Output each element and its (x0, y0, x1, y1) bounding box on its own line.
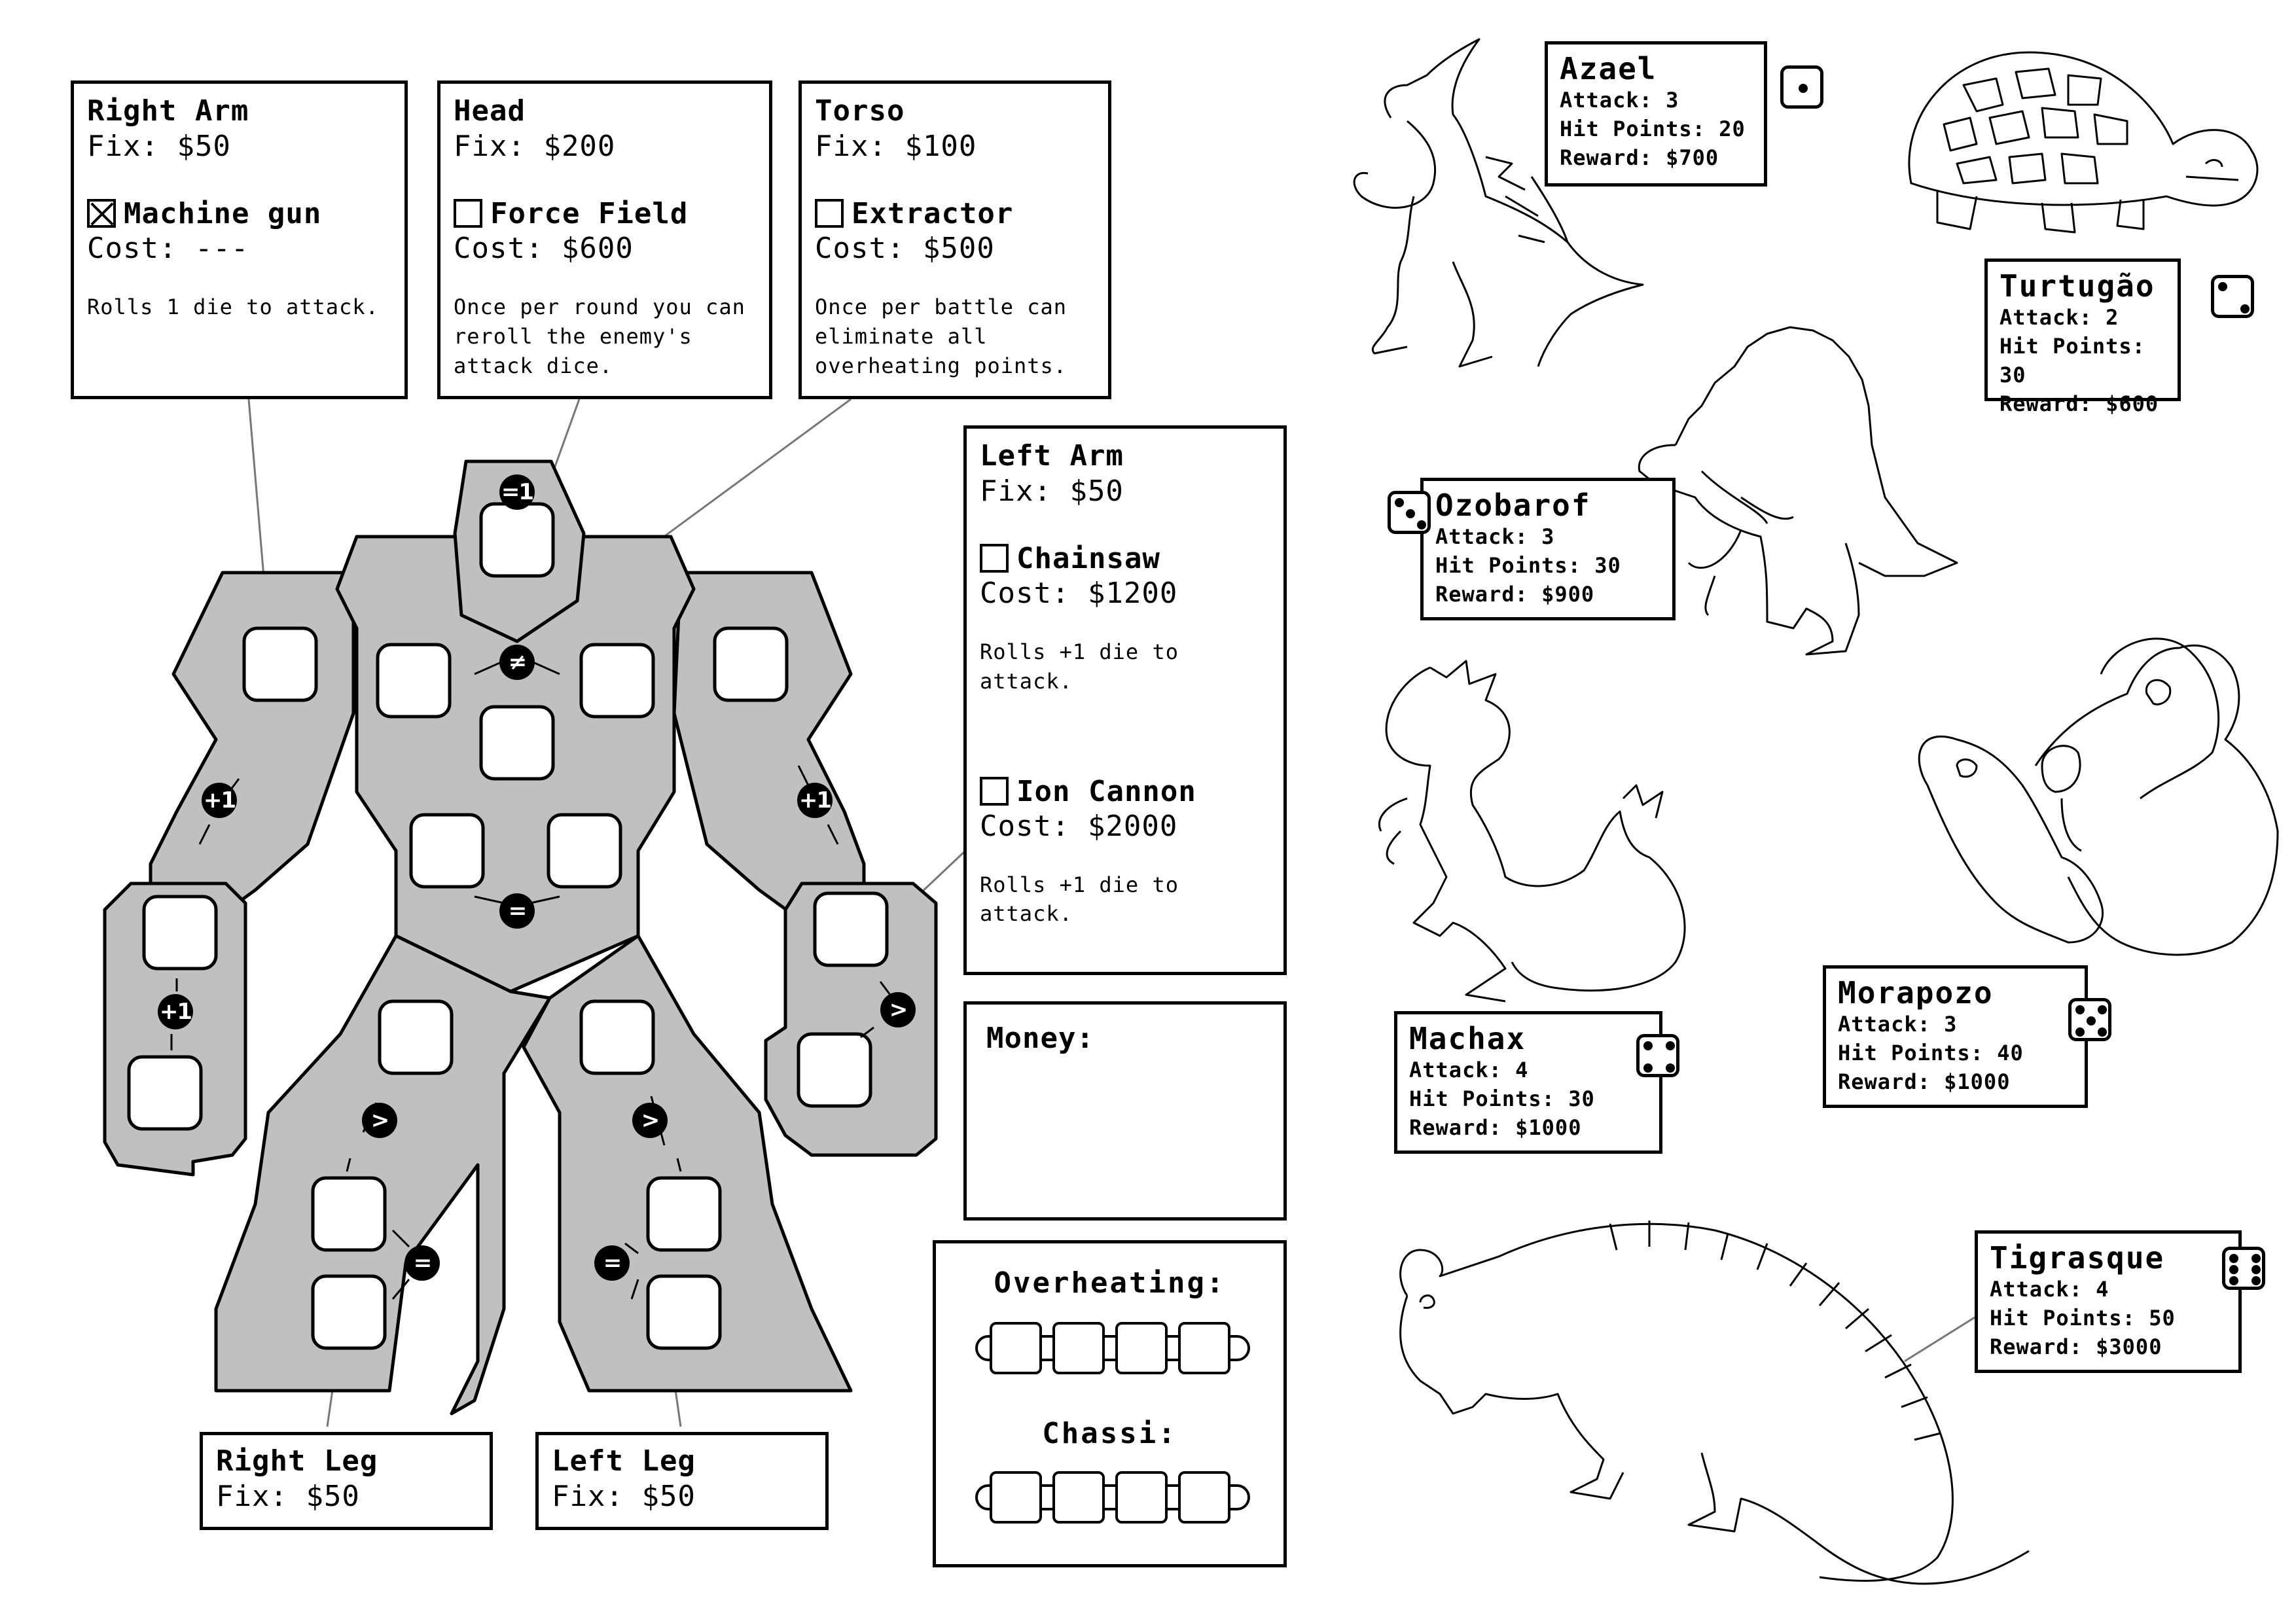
option-desc (454, 293, 756, 380)
token-arm: +1 (158, 994, 193, 1029)
token-leg-lower: = (404, 1245, 440, 1281)
chassi-label: Chassi: (1042, 1417, 1177, 1450)
desc-line: eliminate all (815, 323, 988, 349)
die-pip (1417, 520, 1426, 529)
monster-attack: Attack: 3 (1838, 1011, 1958, 1037)
monster-card[interactable] (1975, 1230, 2242, 1373)
option-ion-cannon[interactable] (980, 775, 1270, 808)
card-right-leg (200, 1432, 493, 1530)
track-slot[interactable] (1115, 1322, 1168, 1374)
die-pip (1666, 1063, 1675, 1073)
checkbox-force-field[interactable] (454, 199, 482, 228)
card-title: Left Arm (980, 439, 1124, 473)
token-arm: +1 (797, 783, 833, 818)
track-slot[interactable] (990, 1471, 1042, 1524)
die-pip (2075, 1027, 2085, 1037)
monster-art-turtugao (1909, 52, 2257, 232)
monster-reward: Reward: $600 (2000, 391, 2159, 417)
die-pip (2251, 1254, 2261, 1263)
monster-card[interactable] (1984, 259, 2181, 417)
desc-line: reroll the enemy's (454, 323, 692, 349)
monster-attack: Attack: 3 (1435, 524, 1555, 549)
socket-right-leg-top[interactable] (380, 1001, 452, 1073)
overheating-label: Overheating: (994, 1266, 1226, 1300)
die-pip (2229, 1254, 2238, 1263)
option-cost: Cost: $500 (815, 231, 995, 265)
option-cost: Cost: --- (87, 231, 249, 265)
monster-hp: Hit Points: 40 (1838, 1040, 2024, 1065)
option-label: Force Field (490, 196, 689, 230)
monster-name: Tigrasque (1990, 1240, 2165, 1275)
monster-reward: Reward: $1000 (1838, 1069, 2011, 1094)
card-head (437, 80, 772, 399)
die-icon (2222, 1247, 2265, 1290)
checkbox-ion-cannon[interactable] (980, 777, 1009, 806)
monster-hp: Hit Points: 50 (1990, 1305, 2176, 1330)
checkbox-extractor[interactable] (815, 199, 844, 228)
token-torso-top: ≠ (499, 645, 535, 680)
die-pip (2229, 1276, 2238, 1285)
track-slot[interactable] (1178, 1471, 1230, 1524)
socket-right-leg-bottom[interactable] (313, 1276, 385, 1348)
monster-card[interactable] (1823, 965, 2088, 1108)
monster-reward: Reward: $700 (1560, 145, 1719, 170)
monster-hp: Hit Points: 30 (1435, 552, 1621, 578)
socket-left-hand-bottom[interactable] (798, 1034, 870, 1106)
card-torso (798, 80, 1111, 399)
die-pip (1406, 509, 1415, 518)
card-left-leg (535, 1432, 829, 1530)
monster-hp: Hit Points: 20 (1560, 116, 1746, 141)
checkbox-chainsaw[interactable] (980, 544, 1009, 573)
monster-attack: Attack: 4 (1409, 1057, 1529, 1082)
option-machine-gun[interactable] (87, 197, 391, 230)
card-fix: Fix: $50 (216, 1479, 360, 1513)
socket-torso-left[interactable] (378, 645, 450, 717)
desc-line: Once per round you can (454, 294, 745, 319)
card-title: Right Leg (216, 1444, 378, 1478)
card-fix: Fix: $100 (815, 129, 977, 163)
card-title: Head (454, 94, 526, 128)
overheating-track (982, 1322, 1244, 1374)
desc-line: Once per battle can (815, 294, 1067, 319)
socket-head[interactable] (481, 504, 553, 576)
option-extractor[interactable] (815, 197, 1095, 230)
track-slot[interactable] (1178, 1322, 1230, 1374)
monster-art-machax (1379, 661, 1685, 1001)
die-pip (2087, 1016, 2096, 1026)
die-icon (1636, 1034, 1679, 1077)
die-pip (2251, 1265, 2261, 1274)
option-desc: Rolls +1 die to attack. (980, 639, 1179, 694)
socket-torso-lower-left[interactable] (411, 815, 483, 887)
option-label: Extractor (852, 196, 1014, 230)
token-leg: > (632, 1103, 668, 1138)
monster-art-ozobarof (1639, 327, 1957, 654)
die-icon (1388, 491, 1431, 534)
track-slot[interactable] (1052, 1322, 1105, 1374)
track-slot[interactable] (990, 1322, 1042, 1374)
option-desc: Rolls +1 die to attack. (980, 872, 1179, 927)
monster-card[interactable] (1545, 41, 1767, 187)
die-pip (2098, 1027, 2107, 1037)
card-fix: Fix: $50 (87, 129, 231, 163)
monster-card[interactable] (1394, 1011, 1662, 1154)
die-pip (2229, 1265, 2238, 1274)
option-label: Chainsaw (1016, 541, 1160, 575)
robot-right-arm (151, 573, 353, 916)
socket-right-leg-mid[interactable] (313, 1178, 385, 1250)
token-arm: +1 (202, 783, 237, 818)
robot-left-arm (674, 573, 864, 916)
option-label: Ion Cannon (1016, 774, 1196, 808)
option-desc: Rolls 1 die to attack. (87, 294, 379, 319)
monster-reward: Reward: $900 (1435, 581, 1595, 607)
monster-name: Ozobarof (1435, 488, 1591, 523)
option-chainsaw[interactable] (980, 542, 1270, 575)
monster-reward: Reward: $1000 (1409, 1115, 1582, 1140)
token-leg: > (362, 1103, 397, 1138)
card-left-arm (963, 425, 1287, 975)
monster-attack: Attack: 2 (2000, 304, 2119, 330)
monster-art-morapozo (1919, 639, 2278, 955)
die-pip (1643, 1063, 1653, 1073)
option-desc (815, 293, 1095, 380)
option-cost: Cost: $600 (454, 231, 634, 265)
socket-right-arm[interactable] (244, 628, 316, 700)
checkbox-machine-gun[interactable] (87, 199, 116, 228)
die-pip (2075, 1005, 2085, 1014)
die-icon (2211, 275, 2254, 318)
robot-body (105, 461, 936, 1414)
tracks-box (933, 1240, 1287, 1567)
monster-attack: Attack: 3 (1560, 87, 1679, 113)
desc-line: attack dice. (454, 353, 613, 378)
monster-name: Azael (1560, 51, 1657, 86)
card-right-arm (71, 80, 408, 399)
socket-left-hand-top[interactable] (815, 893, 887, 965)
money-label: Money: (986, 1022, 1094, 1055)
desc-line: overheating points. (815, 353, 1067, 378)
card-title: Torso (815, 94, 905, 128)
option-cost: Cost: $1200 (980, 576, 1178, 610)
card-fix: Fix: $200 (454, 129, 616, 163)
die-pip (2098, 1005, 2107, 1014)
die-pip (2240, 304, 2250, 313)
socket-left-arm[interactable] (715, 628, 787, 700)
chassi-track (982, 1471, 1244, 1524)
monster-hp: Hit Points: 30 (1409, 1086, 1595, 1111)
die-icon (1780, 65, 1823, 109)
socket-left-leg-bottom[interactable] (648, 1276, 720, 1348)
socket-right-hand-bottom[interactable] (129, 1057, 201, 1129)
socket-torso-right[interactable] (581, 645, 653, 717)
monster-attack: Attack: 4 (1990, 1276, 2109, 1302)
option-label: Machine gun (124, 196, 322, 230)
token-head: =1 (499, 474, 535, 510)
money-box[interactable] (963, 1001, 1287, 1221)
socket-torso-center[interactable] (481, 707, 553, 779)
track-slot[interactable] (1115, 1471, 1168, 1524)
card-fix: Fix: $50 (980, 474, 1124, 508)
socket-right-hand-top[interactable] (144, 897, 216, 969)
die-pip (1799, 84, 1808, 93)
die-pip (1666, 1041, 1675, 1050)
monster-hp: Hit Points: 30 (2000, 333, 2145, 387)
die-pip (2251, 1276, 2261, 1285)
card-title: Right Arm (87, 94, 249, 128)
die-pip (1643, 1041, 1653, 1050)
option-force-field[interactable] (454, 197, 756, 230)
die-pip (1395, 498, 1404, 507)
die-icon (2068, 998, 2111, 1041)
monster-name: Turtugão (2000, 268, 2155, 304)
monster-art-tigrasque (1401, 1221, 2029, 1584)
card-title: Left Leg (552, 1444, 696, 1478)
socket-torso-lower-right[interactable] (548, 815, 620, 887)
socket-left-leg-top[interactable] (581, 1001, 653, 1073)
token-arm-lower: > (880, 992, 916, 1027)
monster-name: Morapozo (1838, 975, 1994, 1010)
socket-left-leg-mid[interactable] (648, 1178, 720, 1250)
monster-name: Machax (1409, 1021, 1526, 1056)
monster-card[interactable] (1420, 478, 1676, 620)
token-torso-bottom: = (499, 893, 535, 929)
die-pip (2218, 282, 2227, 291)
token-leg-lower: = (594, 1245, 630, 1281)
option-cost: Cost: $2000 (980, 809, 1178, 843)
monster-reward: Reward: $3000 (1990, 1334, 2162, 1359)
card-fix: Fix: $50 (552, 1479, 696, 1513)
track-slot[interactable] (1052, 1471, 1105, 1524)
